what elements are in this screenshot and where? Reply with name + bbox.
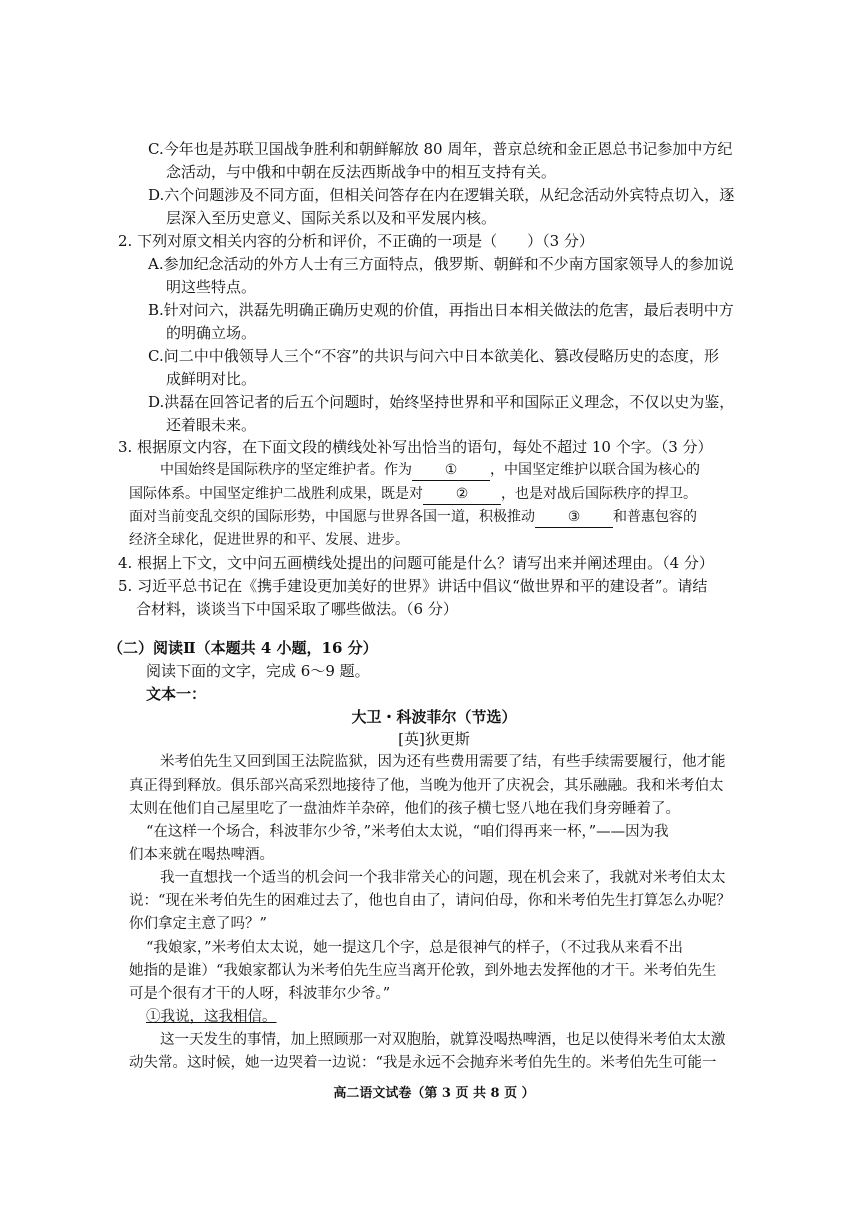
q2-option-a: A.参加纪念活动的外方人士有三方面特点，俄罗斯、朝鲜和不少南方国家领导人的参加说 <box>148 255 734 273</box>
passage-line: 真正得到释放。俱乐部兴高采烈地接待了他，当晚为他开了庆祝会，其乐融融。我和米考伯太 <box>129 778 724 794</box>
passage-line: 动失常。这时候，她一边哭着一边说：“我是永远不会抛弃米考伯先生的。米考伯先生可能一 <box>129 1055 717 1071</box>
q3-text: 面对当前变乱交织的国际形势，中国愿与世界各国一道，积极推动 <box>129 509 535 525</box>
q1-option-c: C.今年也是苏联卫国战争胜利和朝鲜解放 80 周年，普京总统和金正恩总书记参加中方纪 <box>148 140 733 158</box>
q4-stem: 4. 根据上下文，文中问五画横线处提出的问题可能是什么？请写出来并阐述理由。（4 分） <box>118 554 714 572</box>
passage-line: 我一直想找一个适当的机会问一个我非常关心的问题，现在机会来了，我就对米考伯太太 <box>160 870 726 886</box>
page-footer: 高二语文试卷（第 3 页 共 8 页 ） <box>333 1086 535 1101</box>
passage-author: [英]狄更斯 <box>398 730 470 748</box>
q2-option-d-cont: 还着眼未来。 <box>166 416 257 434</box>
section-heading: （二）阅读Ⅱ（本题共 4 小题，16 分） <box>108 639 378 657</box>
q2-stem: 2. 下列对原文相关内容的分析和评价，不正确的一项是（ ）（3 分） <box>118 232 594 250</box>
passage-underlined-sentence: ①我说，这我相信。 <box>146 1009 277 1025</box>
passage-line: “我娘家，”米考伯太太说，她一提这几个字，总是很神气的样子，（不过我从来看不出 <box>146 940 683 956</box>
q3-blank-1[interactable]: ① <box>412 460 490 481</box>
passage-line: “在这样一个场合，科波菲尔少爷，”米考伯太太说，“咱们得再来一杯，”——因为我 <box>146 824 669 840</box>
q3-blank-2[interactable]: ② <box>423 484 501 505</box>
passage-line: 你们拿定主意了吗？” <box>129 916 267 932</box>
passage-line: 米考伯先生又回到国王法院监狱，因为还有些费用需要了结，有些手续需要履行，他才能 <box>160 754 726 770</box>
q1-option-c-cont: 念活动，与中俄和中朝在反法西斯战争中的相互支持有关。 <box>166 163 557 181</box>
q3-text: ，中国坚定维护以联合国为核心的 <box>490 462 700 478</box>
q3-text: 中国始终是国际秩序的坚定维护者。作为 <box>160 462 412 478</box>
q3-passage-line <box>129 483 697 505</box>
q3-text: 和普惠包容的 <box>613 509 697 525</box>
q3-stem: 3. 根据原文内容，在下面文段的横线处补写出恰当的语句，每处不超过 10 个字。（3 分） <box>118 438 713 456</box>
q3-text: 国际体系。中国坚定维护二战胜利成果，既是对 <box>129 486 423 502</box>
q1-option-d-cont: 层深入至历史意义、国际关系以及和平发展内核。 <box>166 209 497 227</box>
q2-option-a-cont: 明这些特点。 <box>166 278 257 296</box>
q2-option-c-cont: 成鲜明对比。 <box>166 370 257 388</box>
q3-passage-line <box>129 506 697 528</box>
q2-option-d: D.洪磊在回答记者的后五个问题时，始终坚持世界和平和国际正义理念，不仅以史为鉴， <box>148 393 735 411</box>
q2-option-b: B.针对问六，洪磊先明确正确历史观的价值，再指出日本相关做法的危害，最后表明中方 <box>148 301 734 319</box>
passage-line: 太则在他们自己屋里吃了一盘油炸羊杂碎，他们的孩子横七竖八地在我们身旁睡着了。 <box>129 801 680 817</box>
passage-line: 说：“现在米考伯先生的困难过去了，他也自由了，请问伯母，你和米考伯先生打算怎么办呢？ <box>129 893 731 909</box>
passage-title: 大卫・科波菲尔（节选） <box>351 708 517 726</box>
q5-stem: 5. 习近平总书记在《携手建设更加美好的世界》讲话中倡议“做世界和平的建设者”。请结 <box>118 577 708 595</box>
q1-option-d: D.六个问题涉及不同方面，但相关问答存在内在逻辑关联，从纪念活动外宾特点切入，逐 <box>148 186 735 204</box>
section-instruction: 阅读下面的文字，完成 6～9 题。 <box>146 662 370 680</box>
passage-line: 们本来就在喝热啤酒。 <box>129 847 274 863</box>
passage-line: 可是个很有才干的人呀，科波菲尔少爷。” <box>129 986 391 1002</box>
text-label: 文本一： <box>146 685 207 703</box>
q2-option-b-cont: 的明确立场。 <box>166 324 257 342</box>
passage-line: 她指的是谁）“我娘家都认为米考伯先生应当离开伦敦，到外地去发挥他的才干。米考伯先生 <box>129 963 717 979</box>
q3-passage-line: 经济全球化，促进世界的和平、发展、进步。 <box>129 532 409 548</box>
q2-option-c: C.问二中中俄领导人三个“不容”的共识与问六中日本欲美化、篡改侵略历史的态度，形 <box>148 347 720 365</box>
passage-line: 这一天发生的事情，加上照顾那一对双胞胎，就算没喝热啤酒，也足以使得米考伯太太激 <box>160 1032 726 1048</box>
q3-passage-line <box>160 459 700 481</box>
q3-blank-3[interactable]: ③ <box>535 507 613 528</box>
q5-stem-cont: 合材料，谈谈当下中国采取了哪些做法。（6 分） <box>136 600 458 618</box>
q3-text: ，也是对战后国际秩序的捍卫。 <box>501 486 697 502</box>
